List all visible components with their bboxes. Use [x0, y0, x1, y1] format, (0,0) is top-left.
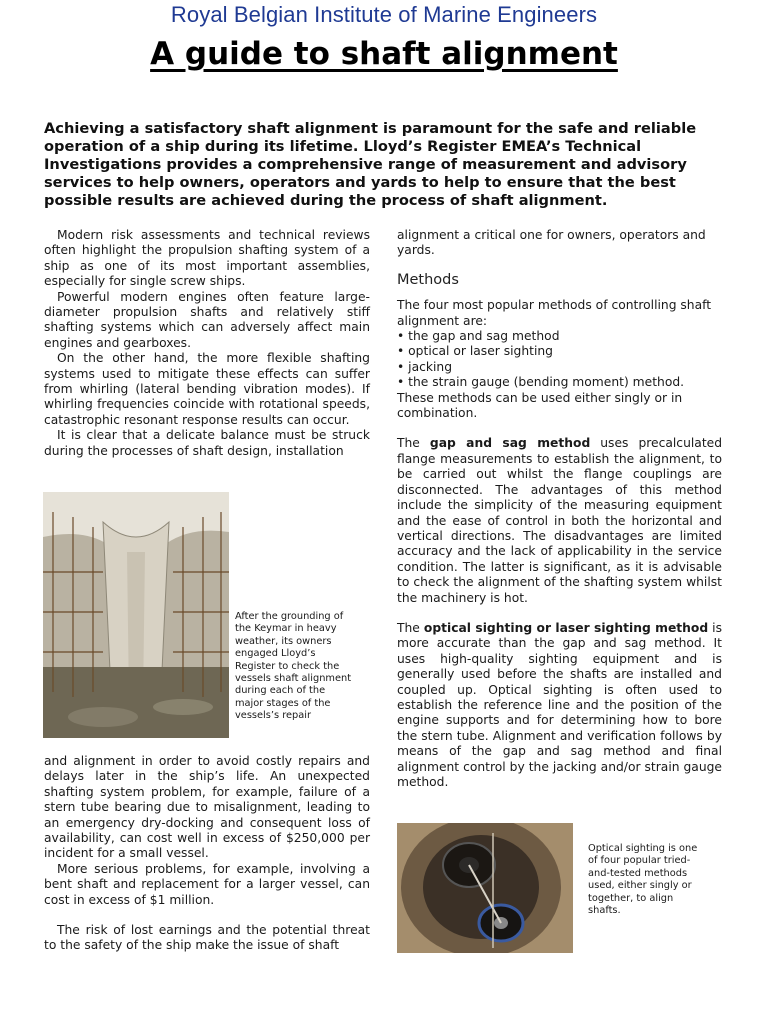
methods-outro: These methods can be used either singly or in combination. [397, 390, 683, 421]
gap-sag-body: uses precalculated flange measurements to establish the alignment, to be carried out whilst the flange couplings are disconnected. The advantages of this method include the simplicity of the measuring equipment and the ease of control in both the horizontal and vertical directions. The disadvantages are limited accuracy and the lack of applicability in the service condition. The latter is significant, as it is advisable to check the alignment of the shafting system whilst the machinery is hot. [397, 436, 723, 605]
body-paragraph: alignment a critical one for owners, operators and yards. [397, 228, 706, 258]
body-paragraph: It is clear that a delicate balance must be struck during the processes of shaft design, installation [44, 428, 370, 458]
figure1-caption: After the grounding of the Keymar in heavy weather, its owners engaged Lloyd’s Register to check the vessels shaft alignment during each of the major stages of the vessels’s repair [235, 611, 352, 722]
methods-heading: Methods [397, 271, 459, 288]
gap-sag-paragraph [397, 436, 722, 605]
figure2-caption: Optical sighting is one of four popular tried-and-tested methods used, either singly or together, to align shafts. [588, 843, 698, 917]
left-column-top [44, 228, 370, 459]
gap-sag-lead: The [397, 436, 430, 451]
organization-name: Royal Belgian Institute of Marine Engineers [170, 2, 598, 27]
gap-sag-term: gap and sag method [429, 436, 591, 451]
optical-body: is more accurate than the gap and sag method. It uses high-quality sighting equipment and is generally used before the shafts are installed and coupled up. Optical sighting is often used to establish the reference line and the position of the engine supports and for determining how to bore the stern tube. Alignment and verification follows by means of the gap and sag method and final alignment control by the jacking and/or strain gauge method. [397, 620, 722, 789]
page-title: A guide to shaft alignment [150, 36, 618, 72]
intro-paragraph: Achieving a satisfactory shaft alignment is paramount for the safe and reliable operation of a ship during its lifetime. Lloyd’s Register EMEA’s Technical Investigations provides a comprehensive range of measurement and advisory services to help owners, operators and yards to help to ensure that the best possible results are achieved during the process of shaft alignment. [44, 120, 697, 209]
body-paragraph: More serious problems, for example, involving a bent shaft and replacement for a larger vessel, can cost in excess of $1 million. [44, 861, 370, 907]
optical-sighting-photo [397, 823, 573, 953]
optical-sighting-photo-drawing [397, 823, 573, 953]
ship-hull-photo-drawing [43, 492, 229, 738]
left-column-bottom [44, 754, 370, 954]
body-paragraph: On the other hand, the more flexible shafting systems used to mitigate these effects can suffer from whirling (lateral bending vibration modes). If whirling frequencies coincide with rotational speeds, catastrophic resonant response results can occur. [44, 351, 370, 427]
optical-paragraph [397, 621, 722, 790]
methods-list-item: • the gap and sag method [397, 329, 560, 344]
body-paragraph: The risk of lost earnings and the potential threat to the safety of the ship make the issue of shaft [44, 923, 370, 953]
methods-list-item: • the strain gauge (bending moment) method. [397, 375, 685, 390]
methods-list-item: • jacking [397, 359, 453, 374]
body-paragraph: and alignment in order to avoid costly repairs and delays later in the ship’s life. An unexpected shafting system problem, for example, failure of a stern tube bearing due to misalignment, leading to an emergency dry-docking and consequent loss of availability, can cost well in excess of $250,000 per incident for a small vessel. [44, 754, 370, 861]
methods-intro: The four most popular methods of controlling shaft alignment are: [397, 298, 712, 328]
optical-lead: The [397, 620, 424, 635]
body-paragraph: Powerful modern engines often feature large-diameter propulsion shafts and relatively stiff shafting systems which can adversely affect main engines and gearboxes. [44, 289, 370, 350]
optical-term: optical sighting or laser sighting method [423, 620, 709, 635]
methods-list-item: • optical or laser sighting [397, 344, 553, 359]
right-column [397, 228, 722, 790]
body-paragraph: Modern risk assessments and technical reviews often highlight the propulsion shafting system of a ship as one of its most important assemblies, especially for single screw ships. [44, 228, 370, 289]
ship-hull-photo [43, 492, 229, 738]
